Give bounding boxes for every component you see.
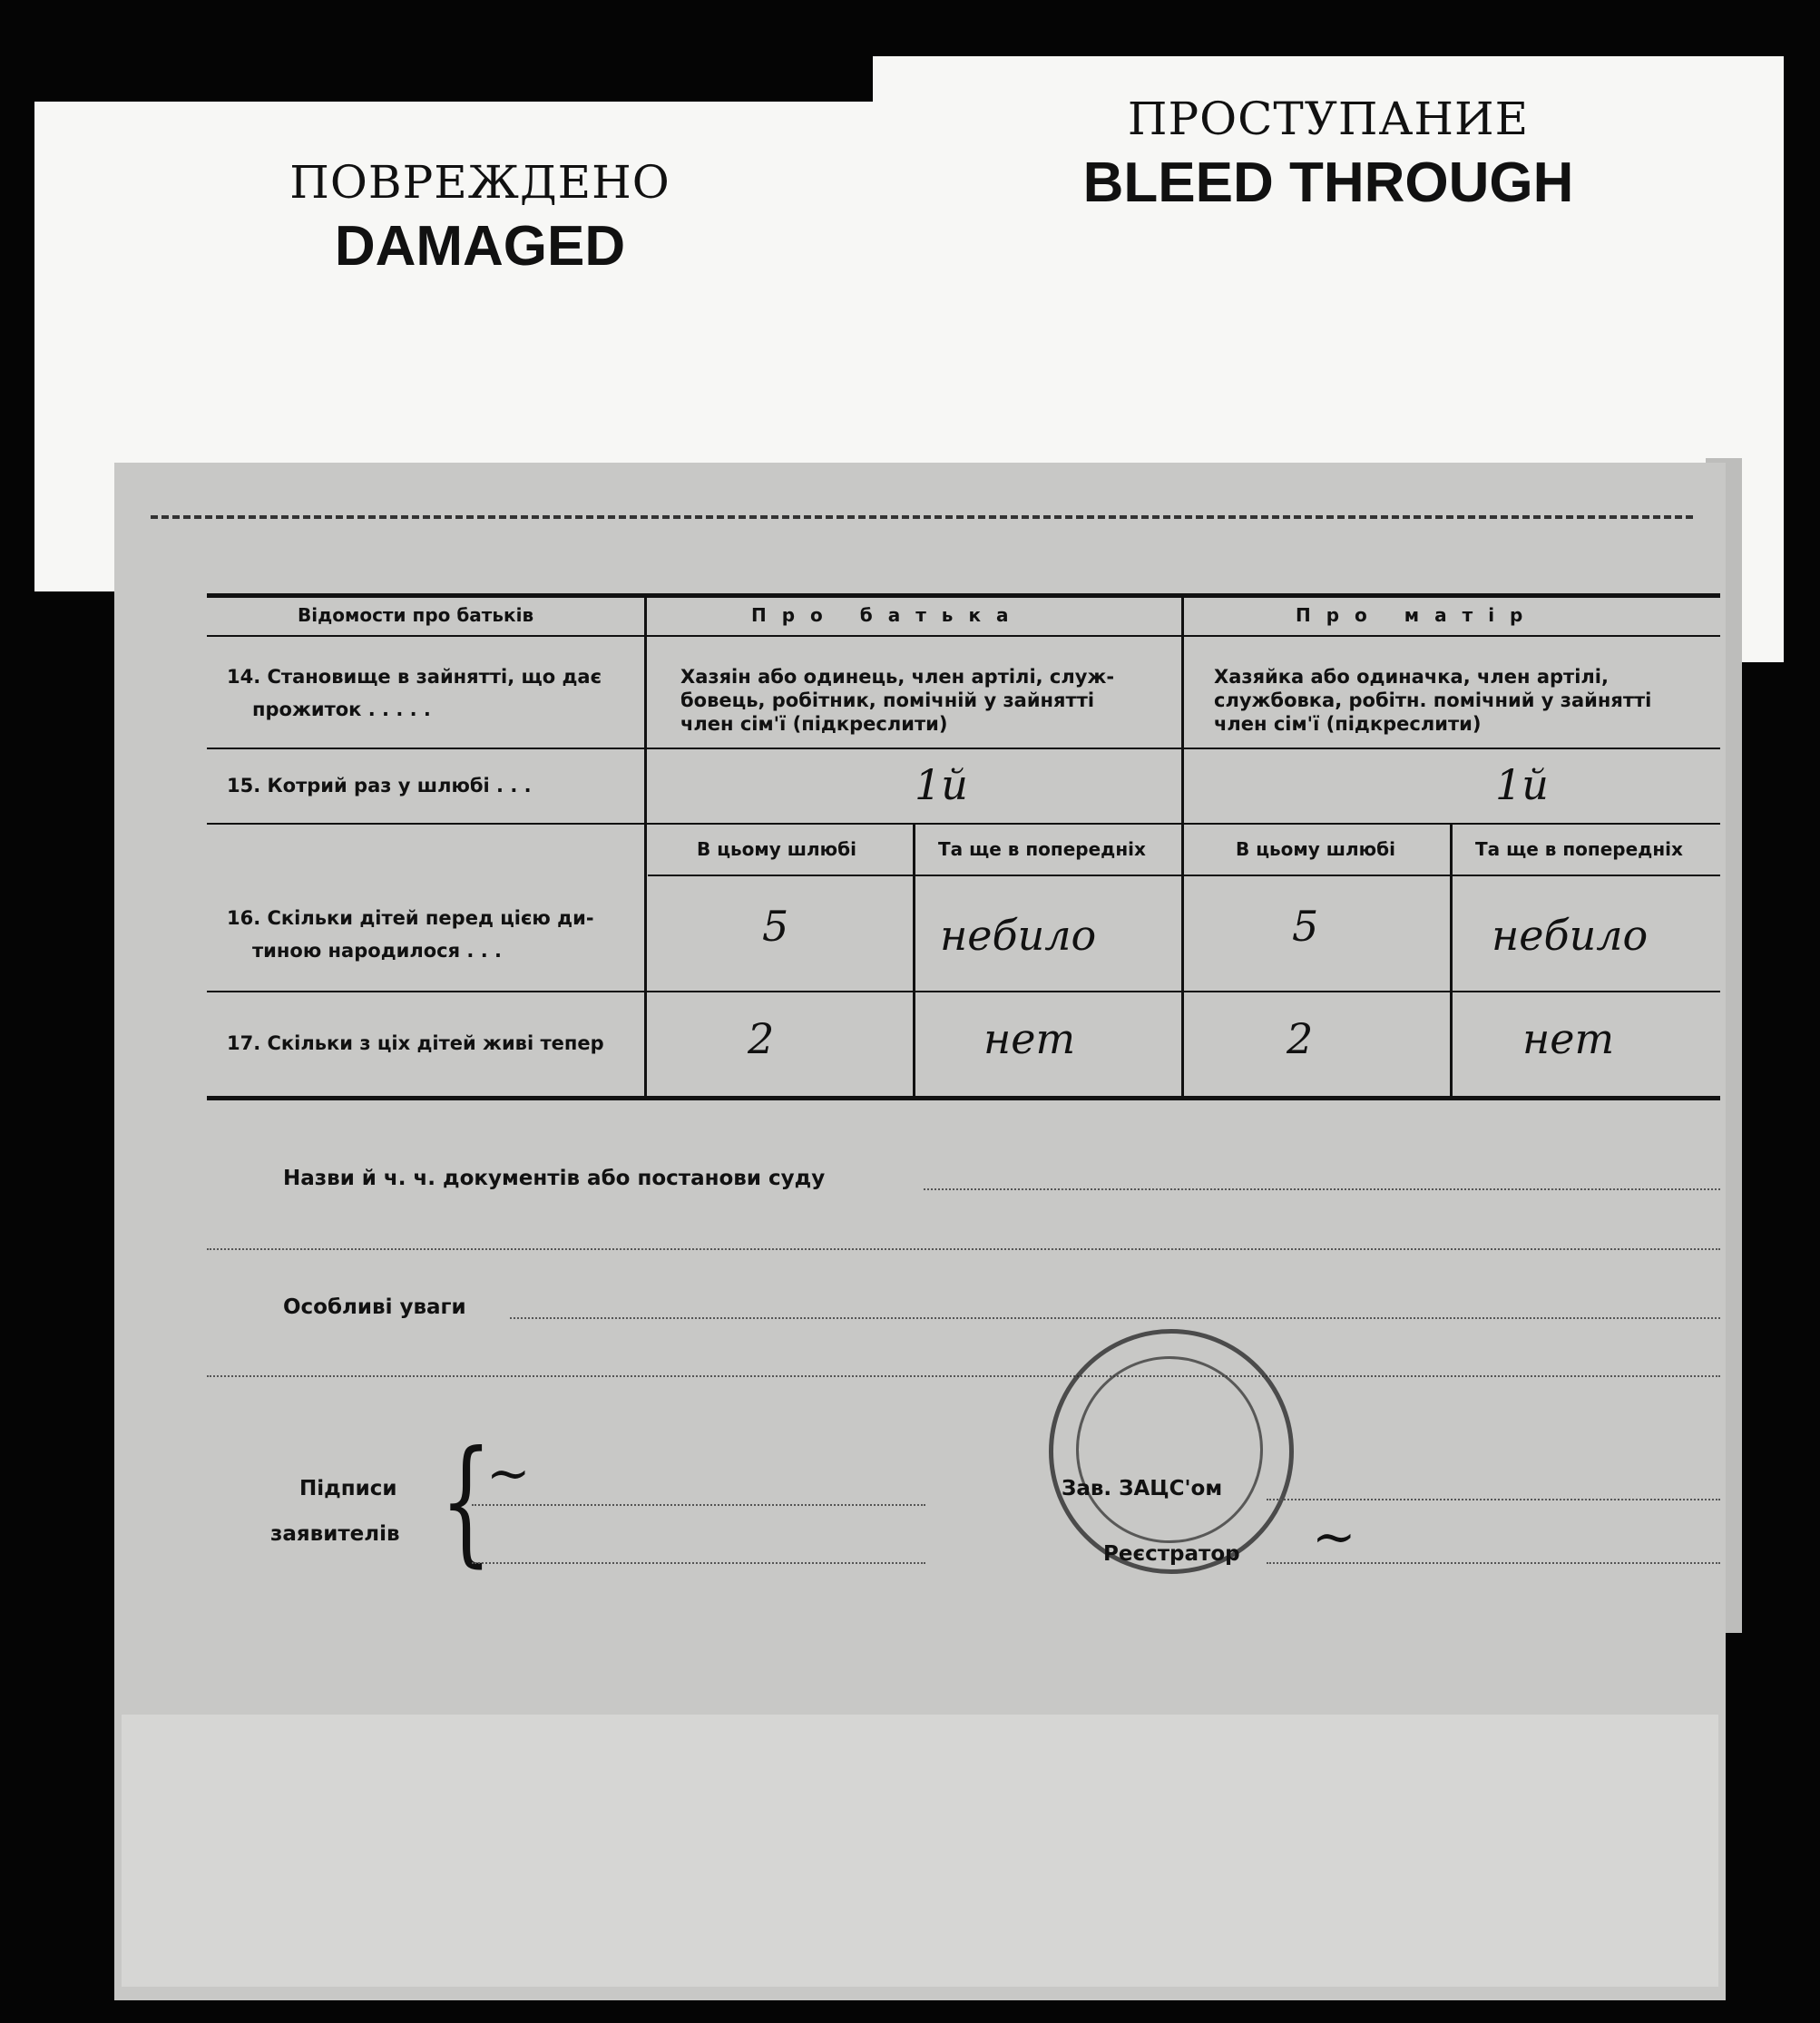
header-mother: Про матір xyxy=(1296,604,1539,626)
subheader-father-this-marriage: В цьому шлюбі xyxy=(697,838,856,860)
row16-father-prev: небило xyxy=(940,911,1097,960)
documents-field-label: Назви й ч. ч. документів або постанови суду xyxy=(283,1167,826,1190)
registrar-signature: ~ xyxy=(1312,1506,1356,1568)
damaged-label-en: DAMAGED xyxy=(334,215,626,278)
applicant-signature: ~ xyxy=(486,1442,531,1504)
torn-lower-section xyxy=(122,1715,1718,1987)
header-father: Про батька xyxy=(751,604,1024,626)
row14-mother-options-end: член сім'ї (підкреслити) xyxy=(1214,713,1482,735)
row14-mother-options: Хазяйка або одиначка, член артілі, xyxy=(1214,666,1609,688)
perforation-line xyxy=(151,515,1693,519)
head-zags-label: Зав. ЗАЦС'ом xyxy=(1062,1477,1223,1500)
header-parents-info: Відомости про батьків xyxy=(298,604,534,626)
damaged-label-ru: ПОВРЕЖДЕНО xyxy=(289,156,670,209)
row16-label: 16. Скільки дітей перед цією ди- xyxy=(227,907,594,929)
subheader-mother-this-marriage: В цьому шлюбі xyxy=(1236,838,1395,860)
row14-mother-options-cont: службовка, робітн. помічний у зайнятті xyxy=(1214,689,1652,711)
row14-father-options: Хазяін або одинець, член артілі, служ- xyxy=(680,666,1115,688)
bleed-through-label-en: BLEED THROUGH xyxy=(1082,151,1574,214)
row15-father-value: 1й xyxy=(915,760,968,809)
row16-father-this: 5 xyxy=(762,902,789,951)
row16-mother-this: 5 xyxy=(1292,902,1319,951)
row14-label: 14. Становище в зайнятті, що дає xyxy=(227,666,602,688)
subheader-mother-previous: Та ще в попередніх xyxy=(1475,838,1683,860)
remarks-field-label: Особливі уваги xyxy=(283,1295,466,1319)
bleed-through-label-ru: ПРОСТУПАНИЕ xyxy=(1127,93,1530,145)
row15-mother-value: 1й xyxy=(1495,760,1549,809)
row17-father-this: 2 xyxy=(748,1014,775,1063)
row14-father-options-end: член сім'ї (підкреслити) xyxy=(680,713,948,735)
row16-label-cont: тиною народилося . . . xyxy=(252,940,502,962)
row17-mother-prev: нет xyxy=(1522,1014,1615,1063)
signatures-label: Підписи xyxy=(299,1477,397,1500)
registry-office-stamp xyxy=(1049,1329,1294,1574)
row14-father-options-cont: бовець, робітник, помічній у зайнятті xyxy=(680,689,1095,711)
row17-father-prev: нет xyxy=(983,1014,1076,1063)
row14-label-cont: прожиток . . . . . xyxy=(252,699,431,720)
row15-label: 15. Котрий раз у шлюбі . . . xyxy=(227,775,532,796)
row17-mother-this: 2 xyxy=(1287,1014,1314,1063)
row17-label: 17. Скільки з ціх дітей живі тепер xyxy=(227,1032,604,1054)
subheader-father-previous: Та ще в попередніх xyxy=(938,838,1146,860)
parents-info-table xyxy=(207,593,1720,1098)
signatures-brace: { xyxy=(440,1422,493,1580)
signatures-label-cont: заявителів xyxy=(270,1522,400,1546)
row16-mother-prev: небило xyxy=(1492,911,1649,960)
registrar-label: Реєстратор xyxy=(1103,1542,1240,1566)
